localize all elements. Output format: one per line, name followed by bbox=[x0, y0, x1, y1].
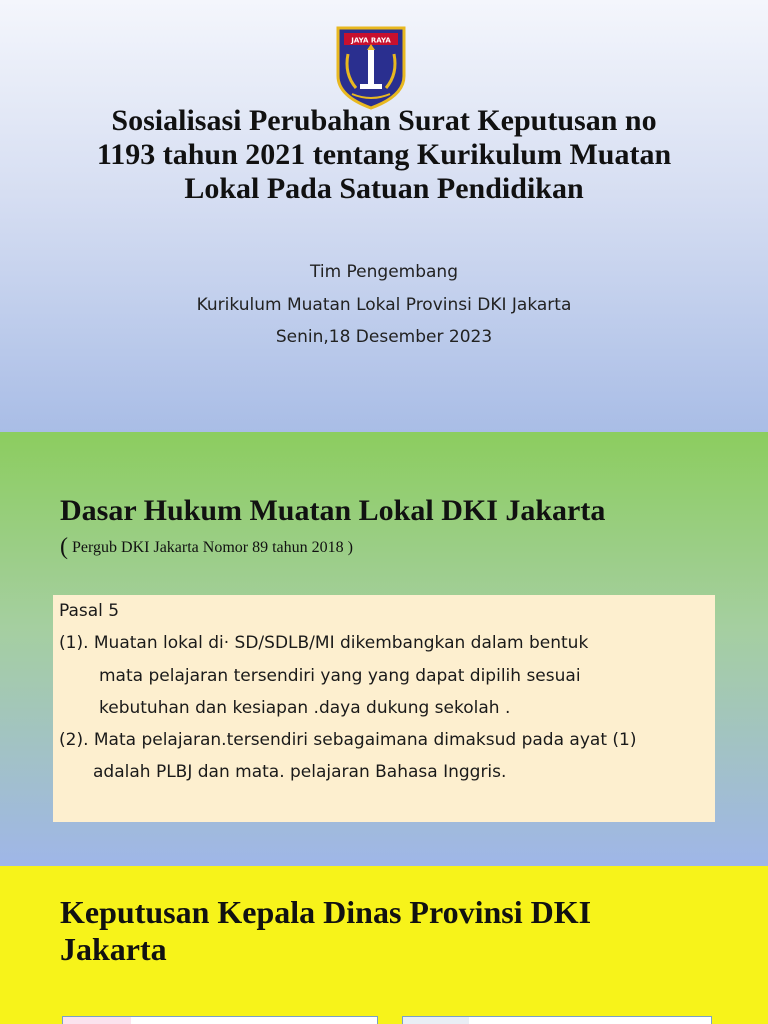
title-line: Lokal Pada Satuan Pendidikan bbox=[184, 172, 584, 205]
title-line: 1193 tahun 2021 tentang Kurikulum Muatan bbox=[96, 138, 672, 171]
article-line: mata pelajaran tersendiri yang yang dapat dipilih sesuai bbox=[99, 666, 581, 686]
presentation-date: Senin,18 Desember 2023 bbox=[275, 327, 493, 347]
regulation-text: Pergub DKI Jakarta Nomor 89 tahun 2018 ) bbox=[68, 539, 353, 556]
article-heading: Pasal 5 bbox=[59, 601, 120, 621]
jakarta-emblem-icon bbox=[334, 24, 408, 110]
article-line: (2). Mata pelajaran.tersendiri sebagaimana dimaksud pada ayat (1) bbox=[59, 730, 637, 750]
open-paren: ( bbox=[60, 534, 68, 560]
title-line: Keputusan Kepala Dinas Provinsi DKI bbox=[60, 894, 592, 930]
presentation-title bbox=[40, 104, 728, 206]
title-line: Sosialisasi Perubahan Surat Keputusan no bbox=[111, 104, 657, 137]
decree-slide bbox=[0, 866, 768, 1024]
title-slide bbox=[0, 0, 768, 432]
document-thumbnail bbox=[62, 1016, 378, 1024]
presenter-organization: Kurikulum Muatan Lokal Provinsi DKI Jakarta bbox=[196, 295, 572, 315]
document-thumbnail bbox=[402, 1016, 712, 1024]
svg-text:JAYA RAYA: JAYA RAYA bbox=[351, 36, 391, 45]
title-line: Jakarta bbox=[60, 931, 167, 967]
slide-title: Dasar Hukum Muatan Lokal DKI Jakarta bbox=[60, 494, 606, 527]
article-line: kebutuhan dan kesiapan .daya dukung sekolah . bbox=[99, 698, 511, 718]
article-line: adalah PLBJ dan mata. pelajaran Bahasa Inggris. bbox=[93, 762, 507, 782]
regulation-reference bbox=[60, 534, 353, 561]
legal-basis-slide bbox=[0, 432, 768, 866]
article-line: (1). Muatan lokal di· SD/SDLB/MI dikembangkan dalam bentuk bbox=[59, 633, 589, 653]
presenter-team: Tim Pengembang bbox=[309, 262, 458, 282]
article-box bbox=[53, 595, 715, 822]
slide-title bbox=[60, 894, 720, 968]
